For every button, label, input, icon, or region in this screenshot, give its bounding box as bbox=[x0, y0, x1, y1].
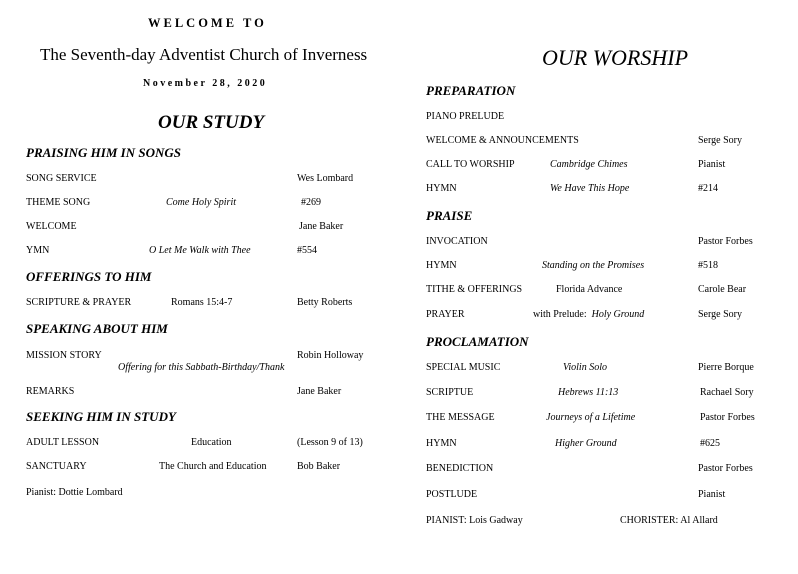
mission-story-label: MISSION STORY bbox=[26, 350, 102, 361]
scriptue-person: Rachael Sory bbox=[700, 387, 754, 398]
welcome-label: WELCOME bbox=[26, 221, 77, 232]
theme-song-number: #269 bbox=[301, 197, 321, 208]
message-label: THE MESSAGE bbox=[426, 412, 495, 423]
section-seeking-heading: SEEKING HIM IN STUDY bbox=[26, 409, 176, 424]
benediction-person: Pastor Forbes bbox=[698, 463, 753, 474]
adult-lesson-label: ADULT LESSON bbox=[26, 437, 100, 448]
procl-hymn-title: Higher Ground bbox=[555, 438, 617, 449]
song-service-label: SONG SERVICE bbox=[26, 173, 97, 184]
benediction-label: BENEDICTION bbox=[426, 463, 494, 474]
left-pianist: Pianist: Dottie Lombard bbox=[26, 487, 123, 498]
prep-hymn-label: HYMN bbox=[426, 183, 457, 194]
scripture-prayer-person: Betty Roberts bbox=[297, 297, 353, 308]
section-preparation-heading: PREPARATION bbox=[426, 83, 516, 98]
praise-hymn-title: Standing on the Promises bbox=[542, 260, 645, 271]
scripture-prayer-label: SCRIPTURE & PRAYER bbox=[26, 297, 132, 308]
section-offerings-heading: OFFERINGS TO HIM bbox=[26, 269, 152, 284]
piano-prelude-label: PIANO PRELUDE bbox=[426, 111, 505, 122]
special-music-label: SPECIAL MUSIC bbox=[426, 362, 501, 373]
adult-lesson-number: (Lesson 9 of 13) bbox=[297, 437, 363, 448]
section-praising-heading: PRAISING HIM IN SONGS bbox=[26, 145, 181, 160]
invocation-person: Pastor Forbes bbox=[698, 236, 753, 247]
our-worship-title: OUR WORSHIP bbox=[542, 45, 689, 70]
message-person: Pastor Forbes bbox=[700, 412, 755, 423]
right-pianist: PIANIST: Lois Gadway bbox=[426, 515, 523, 526]
procl-hymn-number: #625 bbox=[700, 438, 720, 449]
song-service-person: Wes Lombard bbox=[297, 173, 354, 184]
sanctuary-topic: The Church and Education bbox=[159, 461, 267, 472]
ymn-title: O Let Me Walk with Thee bbox=[149, 245, 251, 256]
prayer-label: PRAYER bbox=[426, 309, 465, 320]
welcome-announcements-person: Serge Sory bbox=[698, 135, 742, 146]
ymn-number: #554 bbox=[297, 245, 317, 256]
call-to-worship-person: Pianist bbox=[698, 159, 726, 170]
church-name: The Seventh-day Adventist Church of Inverness bbox=[40, 45, 368, 64]
prayer-prefix: with Prelude: bbox=[533, 309, 587, 320]
chorister: CHORISTER: Al Allard bbox=[620, 515, 718, 526]
scriptue-title: Hebrews 11:13 bbox=[558, 387, 619, 398]
scripture-prayer-ref: Romans 15:4-7 bbox=[171, 297, 233, 308]
special-music-title: Violin Solo bbox=[563, 362, 607, 373]
mission-story-note: Offering for this Sabbath-Birthday/Thank bbox=[118, 362, 285, 373]
welcome-heading: WELCOME TO bbox=[148, 16, 267, 30]
remarks-person: Jane Baker bbox=[297, 386, 342, 397]
postlude-person: Pianist bbox=[698, 489, 726, 500]
service-date: November 28, 2020 bbox=[143, 78, 268, 89]
tithe-offerings-label: TITHE & OFFERINGS bbox=[426, 284, 523, 295]
scriptue-label: SCRIPTUE bbox=[426, 387, 474, 398]
praise-hymn-number: #518 bbox=[698, 260, 718, 271]
theme-song-title: Come Holy Spirit bbox=[166, 197, 236, 208]
mission-story-person: Robin Holloway bbox=[297, 350, 364, 361]
theme-song-label: THEME SONG bbox=[26, 197, 91, 208]
section-proclamation-heading: PROCLAMATION bbox=[426, 334, 529, 349]
invocation-label: INVOCATION bbox=[426, 236, 488, 247]
message-title: Journeys of a Lifetime bbox=[546, 412, 636, 423]
section-speaking-heading: SPEAKING ABOUT HIM bbox=[26, 321, 168, 336]
prayer-song: Holy Ground bbox=[591, 309, 645, 320]
postlude-label: POSTLUDE bbox=[426, 489, 478, 500]
remarks-label: REMARKS bbox=[26, 386, 75, 397]
prep-hymn-title: We Have This Hope bbox=[550, 183, 630, 194]
prayer-person: Serge Sory bbox=[698, 309, 742, 320]
call-to-worship-title: Cambridge Chimes bbox=[550, 159, 628, 170]
special-music-person: Pierre Borque bbox=[698, 362, 754, 373]
welcome-announcements-label: WELCOME & ANNOUNCEMENTS bbox=[426, 135, 579, 146]
welcome-person: Jane Baker bbox=[299, 221, 344, 232]
prayer-title bbox=[533, 309, 644, 320]
ymn-label: YMN bbox=[26, 245, 50, 256]
adult-lesson-topic: Education bbox=[191, 437, 232, 448]
section-praise-heading: PRAISE bbox=[426, 208, 473, 223]
prep-hymn-number: #214 bbox=[698, 183, 718, 194]
sanctuary-label: SANCTUARY bbox=[26, 461, 87, 472]
procl-hymn-label: HYMN bbox=[426, 438, 457, 449]
tithe-offerings-person: Carole Bear bbox=[698, 284, 747, 295]
our-study-title: OUR STUDY bbox=[158, 112, 265, 133]
praise-hymn-label: HYMN bbox=[426, 260, 457, 271]
call-to-worship-label: CALL TO WORSHIP bbox=[426, 159, 515, 170]
sanctuary-person: Bob Baker bbox=[297, 461, 341, 472]
tithe-offerings-title: Florida Advance bbox=[556, 284, 623, 295]
